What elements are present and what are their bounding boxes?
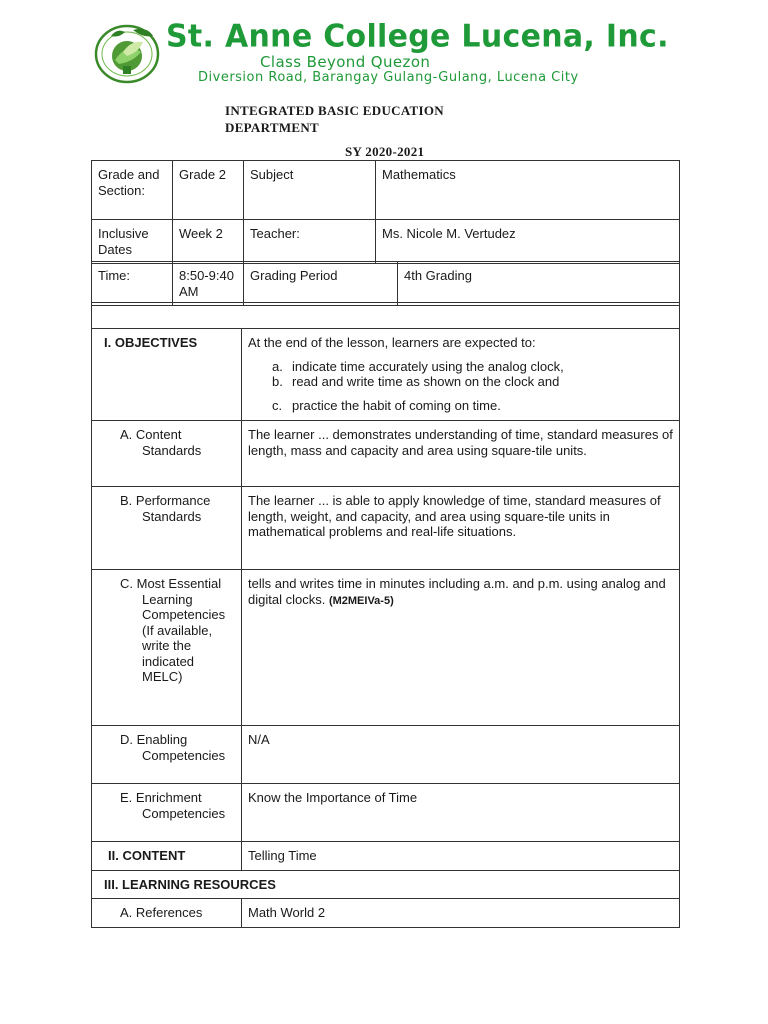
lesson-plan-table: [91, 302, 680, 928]
references-row: [92, 899, 680, 928]
school-name: St. Anne College Lucena, Inc.: [166, 18, 669, 55]
enrichment-row: [92, 784, 680, 842]
content-standards-row: [92, 421, 680, 487]
content-label-cell: [92, 842, 242, 871]
references-text: Math World 2: [242, 899, 680, 928]
time-table: [91, 261, 680, 306]
list-marker: b.: [272, 374, 283, 389]
label-part: C. Most Essential: [120, 576, 222, 591]
info-row: [92, 262, 680, 306]
label-part: E. Enrichment: [120, 790, 202, 805]
performance-standards-label: [92, 487, 242, 570]
department-title: INTEGRATED BASIC EDUCATION DEPARTMENT: [225, 103, 444, 135]
label-part: D. Enabling: [120, 732, 188, 747]
performance-standards-text: The learner ... is able to apply knowledge of time, standard measures of length, weight, and capacity, and area using square-tile units in mathematical problems and real-life situations.: [242, 487, 680, 570]
resources-label: III. LEARNING RESOURCES: [104, 876, 276, 892]
melc-code: (M2MEIVa-5): [328, 594, 394, 607]
time-value: 8:50-9:40 AM: [173, 262, 244, 306]
teacher-label: Teacher:: [244, 220, 376, 264]
school-logo: [93, 22, 161, 84]
label-part: A. Content: [120, 427, 182, 442]
list-marker: a.: [272, 358, 283, 374]
school-tagline: Class Beyond Quezon: [260, 53, 431, 71]
objectives-intro: At the end of the lesson, learners are expected to:: [248, 335, 536, 350]
content-standards-label: [92, 421, 242, 487]
objective-text: indicate time accurately using the analog clock,: [292, 358, 564, 374]
dates-label: Inclusive Dates: [92, 220, 173, 264]
school-year: SY 2020-2021: [345, 144, 425, 159]
label-part: Standards: [142, 508, 202, 524]
melc-row: [92, 570, 680, 726]
content-text: Telling Time: [242, 842, 680, 871]
objectives-label-cell: [92, 329, 242, 421]
melc-text: tells and writes time in minutes including a.m. and p.m. using analog and digital clocks.: [248, 576, 666, 607]
performance-standards-row: [92, 487, 680, 570]
list-marker: c.: [272, 397, 283, 413]
objectives-label: I. OBJECTIVES: [104, 335, 198, 350]
label-part: Competencies: [142, 805, 226, 821]
objectives-list: [248, 359, 673, 414]
objectives-cell: [242, 329, 680, 421]
content-row: [92, 842, 680, 871]
objective-text: read and write time as shown on the clock and: [292, 374, 560, 389]
resources-row: [92, 870, 680, 899]
spacer-row: [92, 303, 680, 329]
grade-value: Grade 2: [173, 161, 244, 220]
grading-period-value: 4th Grading: [398, 262, 680, 306]
objectives-row: [92, 329, 680, 421]
subject-value: Mathematics: [376, 161, 680, 220]
label-part: B. Performance: [120, 493, 211, 508]
references-label: A. References: [92, 899, 242, 928]
info-table: [91, 160, 680, 264]
objective-text: practice the habit of coming on time.: [292, 397, 501, 413]
enabling-text: N/A: [242, 726, 680, 784]
label-part: Learning Competencies (If available, write the indicated MELC): [142, 591, 226, 684]
list-item: [272, 374, 673, 390]
info-row: [92, 220, 680, 264]
info-row: [92, 161, 680, 220]
enrichment-label: [92, 784, 242, 842]
teacher-value: Ms. Nicole M. Vertudez: [376, 220, 680, 264]
label-part: Competencies: [142, 747, 226, 763]
list-item: [272, 359, 673, 375]
enabling-row: [92, 726, 680, 784]
grade-label: Grade and Section:: [92, 161, 173, 220]
melc-label: [92, 570, 242, 726]
enabling-label: [92, 726, 242, 784]
dates-value: Week 2: [173, 220, 244, 264]
school-address: Diversion Road, Barangay Gulang-Gulang, Lucena City: [198, 70, 579, 85]
content-label: II. CONTENT: [108, 848, 186, 863]
resources-cell: [92, 870, 680, 899]
label-part: Standards: [142, 442, 202, 458]
content-standards-text: The learner ... demonstrates understanding of time, standard measures of length, mass and capacity and area using square-tile units.: [242, 421, 680, 487]
spacer-cell: [92, 303, 680, 329]
school-header: [90, 18, 680, 88]
melc-cell: [242, 570, 680, 726]
subject-label: Subject: [244, 161, 376, 220]
list-item: [272, 398, 673, 414]
enrichment-text: Know the Importance of Time: [242, 784, 680, 842]
grading-period-label: Grading Period: [244, 262, 398, 306]
time-label: Time:: [92, 262, 173, 306]
